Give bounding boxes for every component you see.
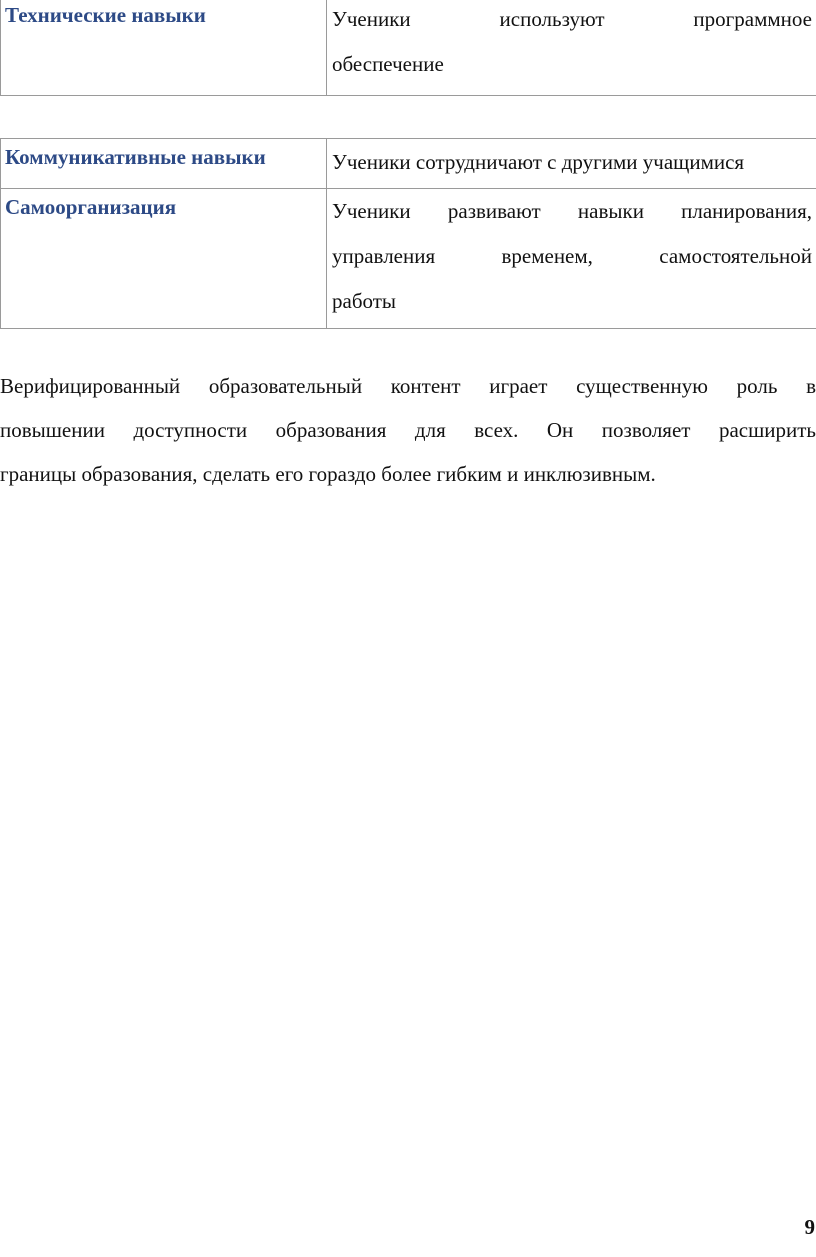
paragraph-line: границы образования, сделать его гораздо более гибким и инклюзивным.	[0, 462, 656, 486]
paragraph-line: повышении доступности образования для всех. Он позволяет расширить	[0, 418, 816, 442]
body-paragraph	[0, 364, 816, 496]
table-row-self-organization	[1, 189, 816, 329]
term-communication-skills: Коммуникативные навыки	[1, 139, 327, 189]
skills-table-top	[0, 0, 816, 96]
description-line: Ученики развивают навыки планирования,	[332, 199, 812, 223]
description-line: Ученики сотрудничают с другими учащимися	[332, 150, 745, 174]
term-technical-skills: Технические навыки	[1, 0, 327, 96]
description-line: управления временем, самостоятельной	[332, 244, 812, 268]
page-number: 9	[804, 1215, 815, 1239]
description-self-organization	[327, 189, 816, 329]
paragraph-line: Верифицированный образовательный контент играет существенную роль в	[0, 374, 816, 398]
term-self-organization: Самоорганизация	[1, 189, 327, 329]
skills-table-bottom	[0, 138, 816, 329]
table-row-technical	[1, 0, 816, 96]
description-line: обеспечение	[332, 52, 444, 76]
description-communication-skills	[327, 139, 816, 189]
description-technical-skills	[327, 0, 816, 96]
description-line: Ученики используют программное	[332, 7, 812, 31]
table-row-communication	[1, 139, 816, 189]
description-line: работы	[332, 289, 397, 313]
